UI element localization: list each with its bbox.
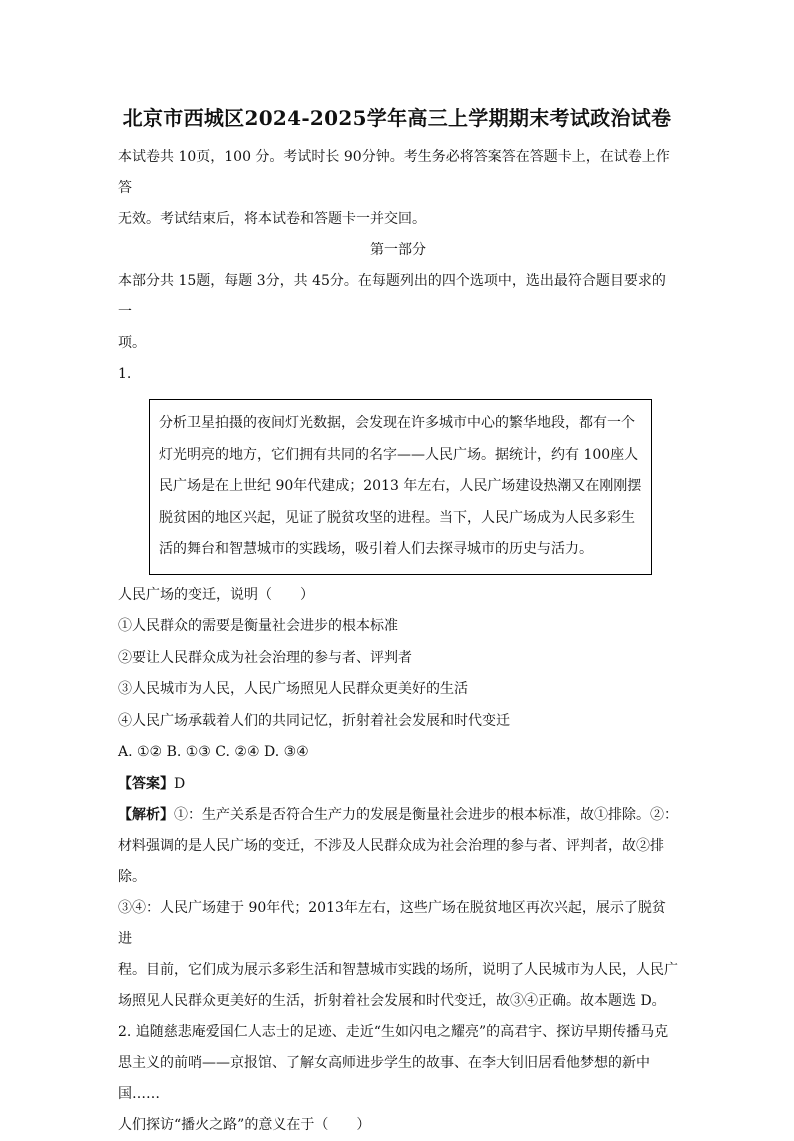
- analysis-line: [118, 800, 678, 831]
- answer-choices: A. ①② B. ①③ C. ②④ D. ③④: [118, 744, 309, 760]
- analysis-line: 程。目前，它们成为展示多彩生活和智慧城市实践的场所，说明了人民城市为人民，人民广: [118, 962, 678, 978]
- analysis-label: 【解析】: [118, 807, 174, 823]
- part-title: 第一部分: [370, 242, 426, 258]
- statement-1: ①人民群众的需要是衡量社会进步的根本标准: [118, 618, 398, 634]
- answer-line: [118, 769, 678, 801]
- analysis-line: ③④：人民广场建于 90年代；2013年左右，这些广场在脱贫地区再次兴起，展示了脱贫进: [118, 900, 666, 947]
- question-2-line: 2. 追随慈悲庵爱国仁人志士的足迹、走近“生如闪电之耀亮”的高君宇、探访早期传播马克: [118, 1024, 669, 1040]
- material-line: 分析卫星拍摄的夜间灯光数据，会发现在许多城市中心的繁华地段，都有一个: [159, 415, 635, 431]
- page-title: 北京市西城区2024-2025学年高三上学期期末考试政治试卷: [122, 106, 672, 130]
- analysis-text: ①：生产关系是否符合生产力的发展是衡量社会进步的根本标准，故①排除。②：: [174, 807, 678, 823]
- statement-4: ④人民广场承载着人们的共同记忆，折射着社会发展和时代变迁: [118, 712, 510, 729]
- material-box: [149, 399, 652, 575]
- part-description-line: 项。: [118, 335, 146, 351]
- answer-label: 【答案】: [118, 775, 174, 792]
- intro-line: 无效。考试结束后，将本试卷和答题卡一并交回。: [118, 211, 426, 227]
- material-line: 灯光明亮的地方，它们拥有共同的名字——人民广场。据统计，约有 100座人: [159, 446, 639, 463]
- material-line: 民广场是在上世纪 90年代建成；2013 年左右，人民广场建设热潮又在刚刚摆: [159, 478, 642, 494]
- question-stem: 人民广场的变迁，说明（ ）: [118, 586, 314, 603]
- question-2-line: 人们探访“播火之路”的意义在于（ ）: [118, 1117, 371, 1133]
- question-2-line: 思主义的前哨——京报馆、了解女高师进步学生的故事、在李大钊旧居看他梦想的新中国……: [118, 1055, 650, 1102]
- answer-value: D: [174, 775, 186, 792]
- analysis-line: 材料强调的是人民广场的变迁，不涉及人民群众成为社会治理的参与者、评判者，故②排除。: [118, 838, 664, 885]
- material-line: 活的舞台和智慧城市的实践场，吸引着人们去探寻城市的历史与活力。: [159, 541, 593, 557]
- question-number: 1.: [118, 366, 132, 382]
- analysis-line: 场照见人民群众更美好的生活，折射着社会发展和时代变迁，故③④正确。故本题选 D。: [118, 993, 666, 1009]
- part-description-line: 本部分共 15题，每题 3分，共 45分。在每题列出的四个选项中，选出最符合题目要求的一: [118, 273, 666, 320]
- exam-content: [118, 142, 678, 1141]
- statement-3: ③人民城市为人民，人民广场照见人民群众更美好的生活: [118, 681, 468, 697]
- material-line: 脱贫困的地区兴起，见证了脱贫攻坚的进程。当下，人民广场成为人民多彩生: [159, 509, 635, 526]
- intro-line: 本试卷共 10页，100 分。考试时长 90分钟。考生务必将答案答在答题卡上，在试卷上作答: [118, 149, 670, 196]
- statement-2: ②要让人民群众成为社会治理的参与者、评判者: [118, 649, 412, 666]
